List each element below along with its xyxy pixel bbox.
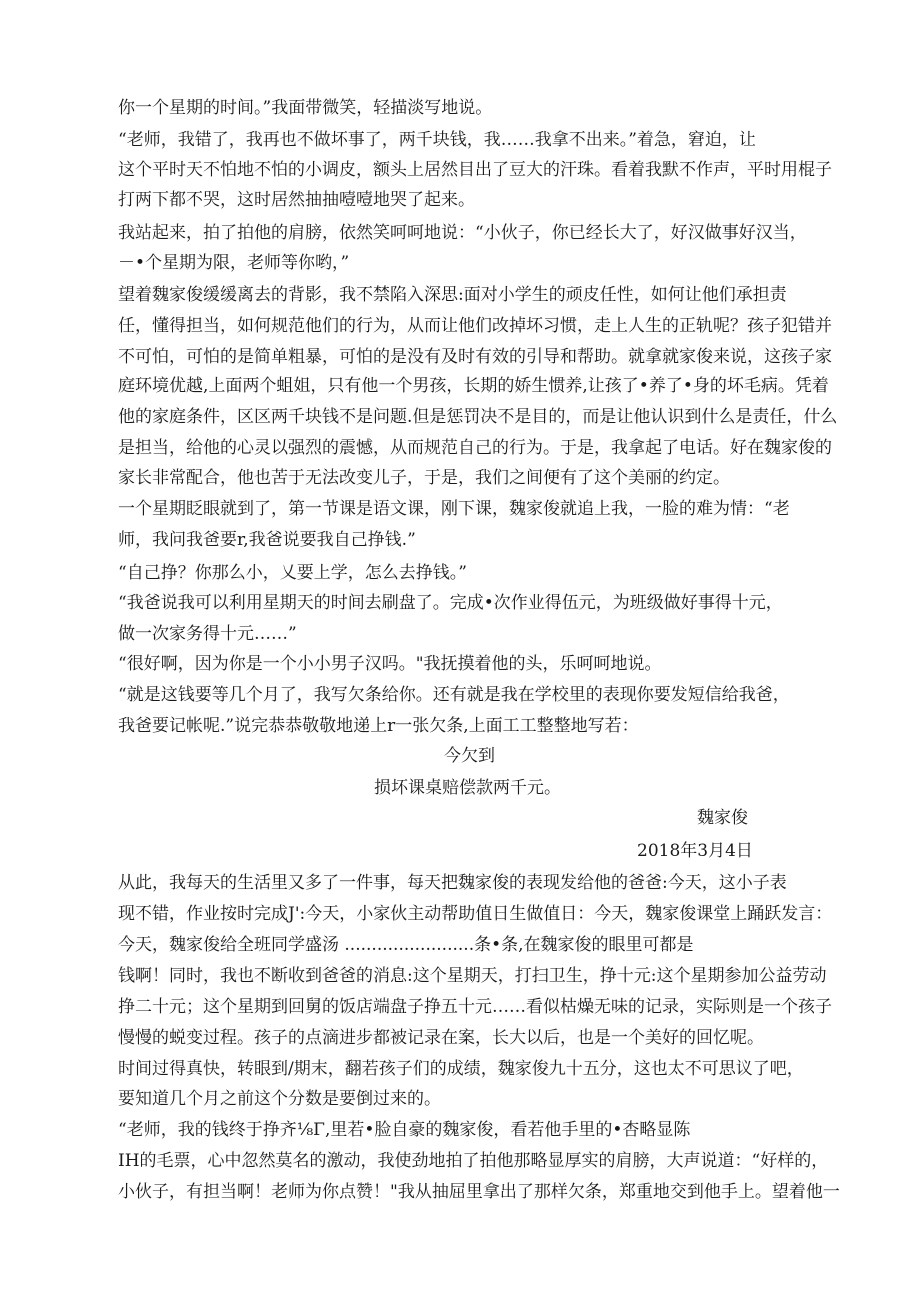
text-line: “很好啊，因为你是一个小小男子汉吗。"我抚摸着他的头，乐呵呵地说。 xyxy=(118,654,662,674)
text-line: “我爸说我可以利用星期天的时间去刷盘了。完成•次作业得伍元，为班级做好事得十元， xyxy=(118,593,783,613)
text-line: 钱啊！同时，我也不断收到爸爸的消息:这个星期天，打扫卫生，挣十元:这个星期参加公益劳动 xyxy=(118,966,827,986)
text-line: IH的毛票，心中忽然莫名的激动，我使劲地拍了拍他那略显厚实的肩膀，大声说道：“好样的， xyxy=(118,1151,829,1171)
iou-date: 2018年3月4日 xyxy=(637,841,753,861)
text-line: 打两下都不哭，这时居然抽抽噎噎地哭了起来。 xyxy=(118,190,475,210)
text-line: “老师，我的钱终于挣齐⅛Γ,里若•脸自豪的魏家俊，看若他手里的•杏略显陈 xyxy=(118,1120,691,1140)
text-line: 小伙子，有担当啊！老师为你点赞！"我从抽屈里拿出了那样欠条，郑重地交到他手上。望着他一 xyxy=(118,1182,840,1202)
text-line: 他的家庭条件，区区两千块钱不是问题.但是惩罚决不是目的，而是让他认识到什么是责任，什么 xyxy=(118,407,838,427)
text-line: 庭环境优越,上面两个蛆姐，只有他一个男孩，长期的娇生惯养,让孩了•养了•身的坏毛病。凭着 xyxy=(118,376,829,396)
iou-content: 损坏课桌赔偿款两千元。 xyxy=(374,778,561,798)
text-line: 时间过得真快，转眼到/期末，翻若孩子们的成绩，魏家俊九十五分，这也太不可思议了吧， xyxy=(118,1059,804,1079)
text-line: 挣二十元；这个星期到回舅的饭店端盘子挣五十元……看似枯燥无味的记录，实际则是一个孩子 xyxy=(118,997,832,1017)
iou-title: 今欠到 xyxy=(444,746,495,766)
text-line: －•个星期为限，老师等你哟，” xyxy=(118,253,350,273)
text-line: 是担当，给他的心灵以强烈的震憾，从而规范自己的行为。于是，我拿起了电话。好在魏家俊的 xyxy=(118,438,832,458)
text-line: 今天，魏家俊给全班同学盛汤 ........................条•条,在魏家俊的眼里可都是 xyxy=(118,935,694,955)
text-line: 师，我问我爸要r,我爸说要我自己挣钱.” xyxy=(118,530,416,550)
iou-signature: 魏家俊 xyxy=(697,808,748,828)
text-line: 家长非常配合，他也苦于无法改变儿子，于是，我们之间便有了这个美丽的约定。 xyxy=(118,468,730,488)
text-line: 从此，我每天的生活里又多了一件事，每天把魏家俊的表现发给他的爸爸:今天，这小子表 xyxy=(118,873,787,893)
text-line: 现不错，作业按时完成J':今天，小家伙主动帮助值日生做值日：今天，魏家俊课堂上踊跃发言： xyxy=(118,904,833,924)
text-line: 任，懂得担当，如何规范他们的行为，从而让他们改掉坏习惯，走上人生的正轨呢？孩子犯错并 xyxy=(118,316,832,336)
text-line: “老师，我错了，我再也不做坏事了，两千块钱，我……我拿不出来。”着急，窘迫，让 xyxy=(118,130,756,150)
text-line: 你一个星期的时间。”我面带微笑，轻描淡写地说。 xyxy=(118,98,493,118)
text-line: “就是这钱要等几个月了，我写欠条给你。还有就是我在学校里的表现你要发短信给我爸， xyxy=(118,685,790,705)
text-line: 要知道几个月之前这个分数是要倒过来的。 xyxy=(118,1089,441,1109)
text-line: 做一次家务得十元……” xyxy=(118,624,297,644)
text-line: “自己挣？你那么小，乂要上学，怎么去挣钱。” xyxy=(118,563,467,583)
text-line: 我爸要记帐呢.”说完恭恭敬敬地递上r一张欠条,上面工工整整地写若： xyxy=(118,716,639,736)
text-line: 望着魏家俊缓缓离去的背影，我不禁陷入深思:面对小学生的顽皮任性，如何让他们承担责 xyxy=(118,285,787,305)
text-line: 不可怕，可怕的是简单粗暴，可怕的是没有及时有效的引导和帮助。就拿就家俊来说，这孩子家 xyxy=(118,347,832,367)
text-line: 一个星期眨眼就到了，第一节课是语文课，刚下课，魏家俊就追上我，一脸的难为情：“老 xyxy=(118,499,790,519)
text-line: 慢慢的蜕变过程。孩子的点滴进步都被记录在案，长大以后，也是一个美好的回忆呢。 xyxy=(118,1028,764,1048)
text-line: 这个平时天不怕地不怕的小调皮，额头上居然目出了豆大的汗珠。看着我默不作声，平时用棍子 xyxy=(118,160,832,180)
text-line: 我站起来，拍了拍他的肩膀，依然笑呵呵地说：“小伙子，你已经长大了，好汉做事好汉当， xyxy=(118,223,807,243)
